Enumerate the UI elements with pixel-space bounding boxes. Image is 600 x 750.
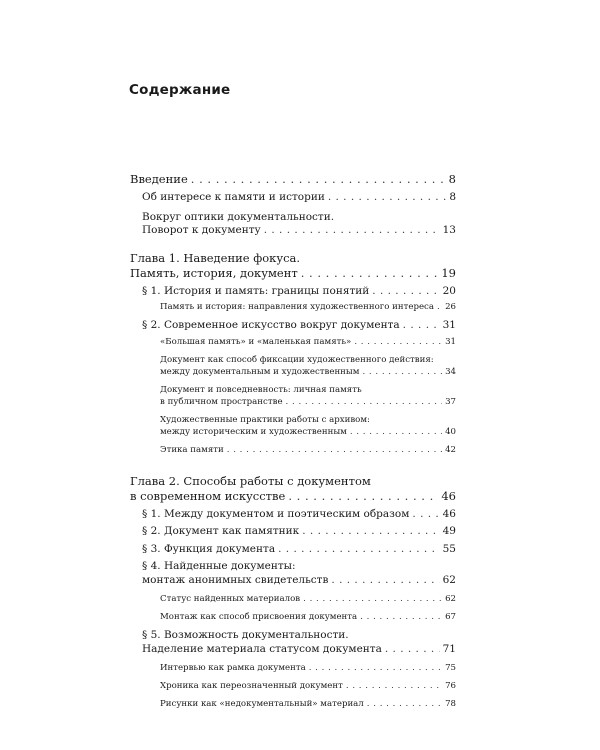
dot-leader [302,525,439,539]
toc-entry[interactable] [130,593,456,605]
toc-page-number: 42 [445,444,456,455]
toc-entry-title: Статус найденных материалов [160,594,301,604]
toc-page-number: 46 [442,507,456,520]
table-of-contents [130,172,456,710]
toc-page-number: 55 [442,542,456,555]
toc-entry-title: Монтаж как способ присвоения документа [160,612,358,622]
toc-entry-title: § 2. Современное искусство вокруг документа [142,319,400,331]
dot-leader [385,643,440,657]
toc-page-number: 62 [445,594,456,604]
toc-entry[interactable] [130,508,456,522]
dot-leader [303,593,442,605]
toc-entry-title-line: § 5. Возможность документальности. [142,629,349,641]
toc-entry-title-line: Глава 1. Наведение фокуса. [130,250,301,265]
toc-page-number: 19 [441,265,456,280]
toc-page-number: 62 [442,573,456,586]
dot-leader [288,489,438,504]
toc-entry[interactable] [130,211,456,238]
toc-page-number: 46 [441,488,456,503]
dot-leader [437,301,442,313]
dot-leader [367,698,442,710]
toc-entry[interactable] [130,629,456,656]
toc-entry[interactable] [130,319,456,333]
dot-leader [286,396,443,408]
dot-leader [278,543,440,557]
toc-entry-title: между документальным и художественным [160,366,360,377]
toc-entry[interactable] [130,611,456,623]
toc-entry-title: § 2. Документ как памятник [142,525,300,537]
toc-entry[interactable] [130,543,456,557]
page-title: Содержание [129,82,231,98]
toc-page-number: 49 [442,525,456,537]
toc-entry-title: Память, история, документ [130,265,298,280]
toc-entry-title-line: Документ и повседневность: личная память [160,384,362,395]
toc-entry-title: Память и история: направления художественного интереса [160,302,434,312]
dot-leader [264,224,440,238]
toc-entry-title-line: Вокруг оптики документальности. [142,210,335,223]
dot-leader [331,574,439,588]
toc-entry[interactable] [130,680,456,692]
toc-entry[interactable] [130,336,456,348]
toc-entry[interactable] [130,474,456,504]
toc-entry-title: между историческим и художественным [160,426,347,437]
toc-page-number: 31 [442,319,456,331]
toc-entry-title: Хроника как переозначенный документ [160,681,343,691]
toc-page-number: 37 [445,396,456,407]
toc-entry-title-line: Документ как способ фиксации художественного действия: [160,354,434,365]
toc-page-number: 71 [442,642,456,655]
toc-entry[interactable] [130,301,456,313]
toc-page-number: 20 [442,284,456,297]
toc-page-number: 8 [448,172,456,186]
toc-entry-title: в публичном пространстве [160,396,283,407]
toc-page-number: 31 [445,336,456,347]
toc-entry[interactable] [130,560,456,587]
toc-entry-title: Поворот к документу [142,224,261,236]
toc-entry-title: Об интересе к памяти и истории [142,191,325,203]
dot-leader [372,285,439,299]
toc-entry-title: § 1. История и память: границы понятий [142,284,370,297]
toc-page-number: 8 [449,191,456,203]
dot-leader [191,172,446,187]
toc-page-number: 26 [445,302,456,312]
toc-entry[interactable] [130,662,456,674]
toc-page-number: 40 [445,426,456,437]
toc-entry[interactable] [130,191,456,205]
toc-entry[interactable] [130,444,456,456]
dot-leader [346,680,442,692]
toc-entry[interactable] [130,172,456,187]
toc-entry-title-line: Глава 2. Способы работы с документом [130,473,371,488]
toc-page-number: 78 [445,699,456,709]
toc-entry[interactable] [130,525,456,539]
dot-leader [412,508,439,522]
toc-entry-title-line: Художественные практики работы с архивом: [160,414,370,425]
toc-page-number: 13 [442,224,456,236]
toc-page-number: 75 [445,663,456,673]
toc-entry-title: «Большая память» и «маленькая память» [160,336,352,347]
toc-entry[interactable] [130,698,456,710]
toc-page-number: 34 [445,366,456,377]
toc-entry-title: Этика памяти [160,444,224,455]
dot-leader [301,266,439,281]
toc-entry-title: Рисунки как «недокументальный» материал [160,699,364,709]
dot-leader [350,426,442,438]
toc-entry-title: в современном искусстве [130,488,286,503]
dot-leader [328,191,447,205]
toc-entry-title: § 1. Между документом и поэтическим образом [142,507,410,520]
dot-leader [403,319,440,333]
toc-entry[interactable] [130,285,456,299]
toc-entry-title: Интервью как рамка документа [160,663,306,673]
toc-page-number: 67 [445,612,456,622]
toc-entry[interactable] [130,354,456,378]
toc-page-number: 76 [445,681,456,691]
dot-leader [362,366,442,378]
dot-leader [360,611,442,623]
toc-entry-title-line: § 4. Найденные документы: [142,560,296,572]
toc-entry-title: § 3. Функция документа [142,542,276,555]
dot-leader [227,444,442,456]
toc-entry-title: Введение [130,172,188,186]
toc-entry-title: Наделение материала статусом документа [142,642,382,655]
toc-entry-title: монтаж анонимных свидетельств [142,573,329,586]
toc-entry[interactable] [130,251,456,281]
toc-entry[interactable] [130,384,456,408]
toc-entry[interactable] [130,414,456,438]
dot-leader [354,336,442,348]
dot-leader [309,662,442,674]
